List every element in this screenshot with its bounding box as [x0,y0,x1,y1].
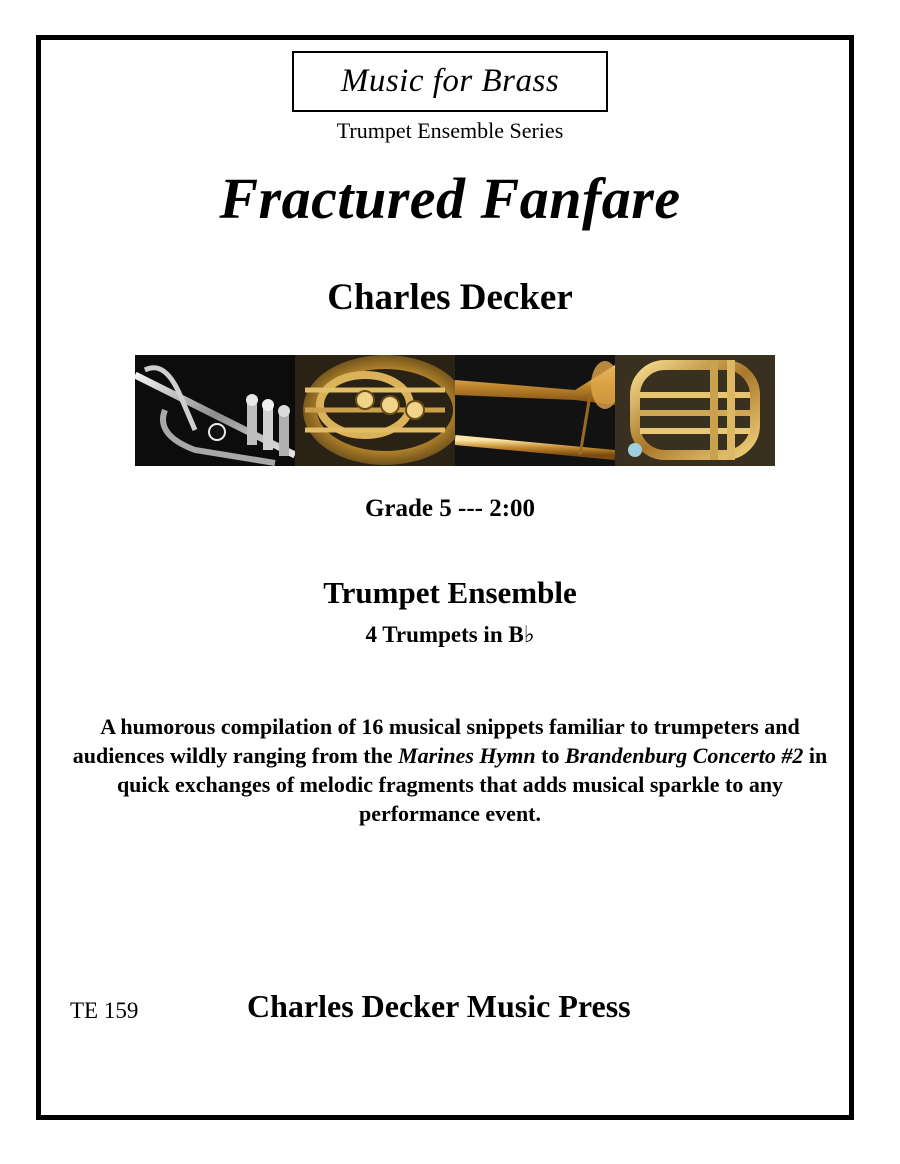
work-title-marines-hymn: Marines Hymn [398,743,536,768]
piece-title: Fractured Fanfare [219,166,681,231]
work-title-brandenburg: Brandenburg Concerto #2 [564,743,804,768]
series-logo-box [292,51,608,112]
series-name: Music for Brass [340,63,560,99]
trumpet-photo-icon [135,355,295,466]
instrumentation: 4 Trumpets in B♭ [365,622,535,647]
brass-photo-strip [135,355,775,466]
series-subtitle: Trumpet Ensemble Series [336,118,564,143]
publisher-name: Charles Decker Music Press [247,988,631,1024]
catalog-number: TE 159 [70,998,139,1023]
trombone-photo-icon [455,355,615,466]
grade-duration: Grade 5 --- 2:00 [364,495,536,522]
description-text: in quick exchanges of melodic fragments that adds musical sparkle to any performance event. [116,743,828,826]
piece-description [60,712,840,828]
description-text: to [535,743,565,768]
composer-name: Charles Decker [327,277,573,318]
french-horn-photo-icon [295,355,455,466]
ensemble-type: Trumpet Ensemble [323,575,577,610]
description-text: A humorous compilation of 16 musical snippets familiar to trumpeters and audiences wildly ranging from the [72,714,800,768]
tuba-photo-icon [615,355,775,466]
